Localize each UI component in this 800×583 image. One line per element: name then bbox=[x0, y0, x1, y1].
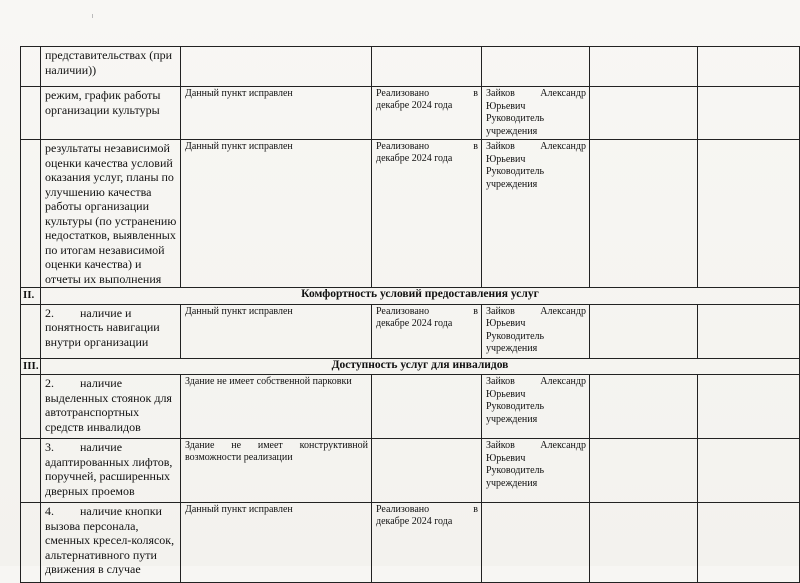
table-row bbox=[21, 140, 800, 288]
status-cell: Реализовано в декабре 2024 года bbox=[372, 87, 482, 140]
measure-cell: Данный пункт исправлен bbox=[181, 304, 372, 358]
responsible-cell: Зайков Александр Юрьевич Руководитель учреждения bbox=[482, 304, 590, 358]
item-cell: режим, график работы организации культуры bbox=[41, 87, 181, 140]
item-cell: 2. наличие выделенных стоянок для автотранспортных средств инвалидов bbox=[41, 375, 181, 439]
table-row bbox=[21, 47, 800, 87]
measure-cell: Данный пункт исправлен bbox=[181, 140, 372, 288]
table-row bbox=[21, 439, 800, 503]
responsible-cell: Зайков Александр Юрьевич Руководитель учреждения bbox=[482, 439, 590, 503]
document-table bbox=[20, 46, 800, 583]
section-row bbox=[21, 288, 800, 305]
section-number: III. bbox=[21, 358, 41, 375]
measure-cell: Здание не имеет собственной парковки bbox=[181, 375, 372, 439]
item-cell: представительствах (при наличии)) bbox=[41, 47, 181, 87]
responsible-cell: Зайков Александр Юрьевич Руководитель учреждения bbox=[482, 375, 590, 439]
responsible-cell: Зайков Александр Юрьевич Руководитель учреждения bbox=[482, 140, 590, 288]
item-cell: 4. наличие кнопки вызова персонала, сменных кресел-колясок, альтернативного пути движения в случае bbox=[41, 503, 181, 583]
responsible-cell: Зайков Александр Юрьевич Руководитель учреждения bbox=[482, 87, 590, 140]
status-cell: Реализовано в декабре 2024 года bbox=[372, 503, 482, 583]
status-cell: Реализовано в декабре 2024 года bbox=[372, 304, 482, 358]
item-cell: результаты независимой оценки качества условий оказания услуг, планы по улучшению качества работы организации культуры (по устранению недостатков, выявленных по итогам независимой оценки качества) и отчеты их выполнения bbox=[41, 140, 181, 288]
measure-cell: Данный пункт исправлен bbox=[181, 503, 372, 583]
scan-mark bbox=[92, 14, 93, 18]
table-row bbox=[21, 375, 800, 439]
table-row bbox=[21, 87, 800, 140]
item-cell: 3. наличие адаптированных лифтов, поручней, расширенных дверных проемов bbox=[41, 439, 181, 503]
section-title: Доступность услуг для инвалидов bbox=[41, 358, 800, 375]
item-cell: 2. наличие и понятность навигации внутри организации bbox=[41, 304, 181, 358]
status-cell: Реализовано в декабре 2024 года bbox=[372, 140, 482, 288]
section-row bbox=[21, 358, 800, 375]
measure-cell: Данный пункт исправлен bbox=[181, 87, 372, 140]
section-title: Комфортность условий предоставления услуг bbox=[41, 288, 800, 305]
section-number: II. bbox=[21, 288, 41, 305]
measure-cell: Здание не имеет конструктивной возможности реализации bbox=[181, 439, 372, 503]
table-row bbox=[21, 503, 800, 583]
table-row bbox=[21, 304, 800, 358]
